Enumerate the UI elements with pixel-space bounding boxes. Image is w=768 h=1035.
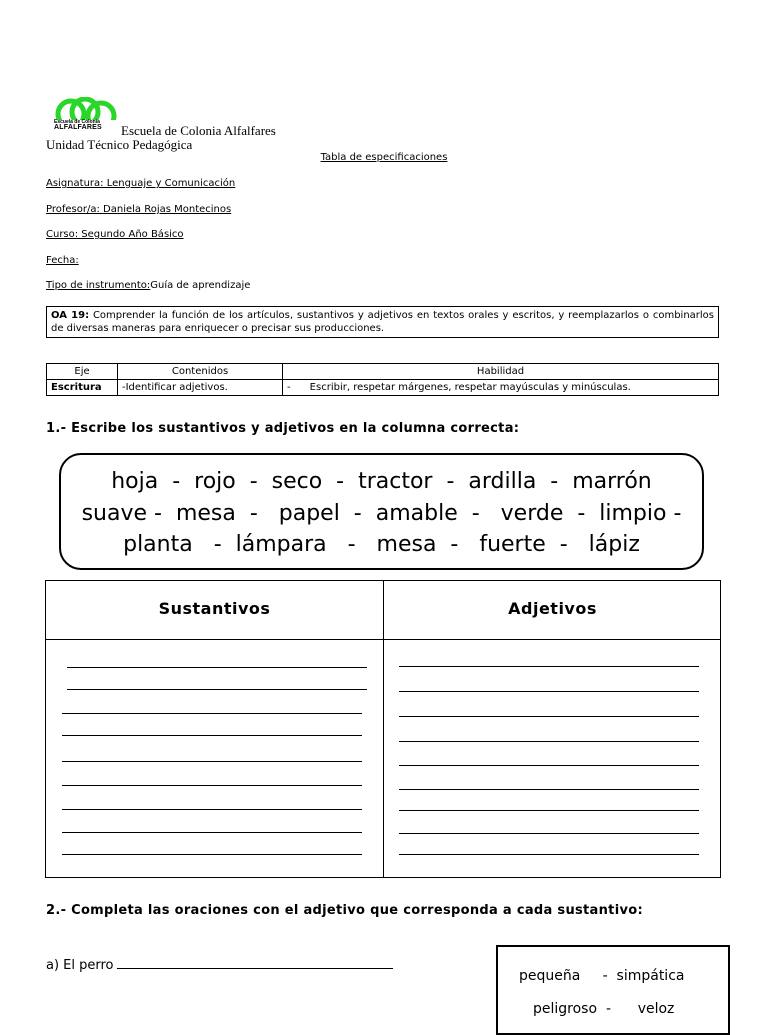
- school-name: Escuela de Colonia Alfalfares: [121, 123, 276, 138]
- answer-line-adjetivo[interactable]: [399, 741, 699, 742]
- instrument-label: Tipo de instrumento:: [46, 280, 151, 291]
- answer-line-sustantivo[interactable]: [67, 667, 367, 668]
- answer-line-adjetivo[interactable]: [399, 691, 699, 692]
- word-bank-line: planta - lámpara - mesa - fuerte - lápiz: [123, 532, 640, 557]
- answer-line-sustantivo[interactable]: [62, 713, 362, 714]
- unit-name: Unidad Técnico Pedagógica: [46, 137, 193, 152]
- activity1-instruction: 1.- Escribe los sustantivos y adjetivos en la columna correcta:: [46, 421, 520, 436]
- school-logo: [52, 97, 122, 133]
- course-field: [46, 229, 184, 240]
- spec-table-row: [47, 380, 719, 396]
- answer-line-sustantivo[interactable]: [62, 832, 362, 833]
- col-header-adjetivos: Adjetivos: [508, 599, 597, 618]
- header-divider: [46, 639, 720, 640]
- col-header-eje: Eje: [47, 364, 118, 380]
- date-label: Fecha:: [46, 255, 79, 266]
- answer-line-adjetivo[interactable]: [399, 789, 699, 790]
- course-label: Curso: Segundo Año Básico: [46, 229, 184, 240]
- date-field: [46, 255, 79, 266]
- logo-text-bottom: ALFALFARES: [54, 124, 102, 131]
- column-divider: [383, 581, 384, 877]
- answer-line-adjetivo[interactable]: [399, 854, 699, 855]
- options-line: peligroso - veloz: [533, 1001, 675, 1017]
- cell-contenidos: -Identificar adjetivos.: [118, 380, 283, 396]
- logo-text-top: Escuela de Colonia: [54, 119, 100, 125]
- teacher-label: Profesor/a: Daniela Rojas Montecinos: [46, 204, 232, 215]
- word-bank-line: hoja - rojo - seco - tractor - ardilla - marrón: [111, 469, 652, 494]
- oa-text: Comprender la función de los artículos, sustantivos y adjetivos en textos orales y escritos, y reemplazarlos o combinarlos de diversas maneras para enriquecer o precisar sus producciones.: [51, 310, 714, 334]
- instrument-value: Guía de aprendizaje: [150, 280, 251, 291]
- oa-code: OA 19:: [51, 310, 90, 321]
- answer-line-sustantivo[interactable]: [67, 689, 367, 690]
- answer-line-adjetivo[interactable]: [399, 666, 699, 667]
- answer-line-sustantivo[interactable]: [62, 809, 362, 810]
- subject-label: Asignatura: Lenguaje y Comunicación: [46, 178, 236, 189]
- teacher-field: [46, 204, 231, 215]
- learning-objective-box: [46, 306, 719, 338]
- answer-line-adjetivo[interactable]: [399, 765, 699, 766]
- document-title: Tabla de especificaciones: [320, 152, 448, 163]
- subject-field: [46, 178, 235, 189]
- col-header-contenidos: Contenidos: [118, 364, 283, 380]
- activity2-instruction: 2.- Completa las oraciones con el adjetivo que corresponda a cada sustantivo:: [46, 903, 643, 918]
- options-line: pequeña - simpática: [519, 968, 685, 984]
- specification-table: [46, 363, 719, 396]
- adjective-options-box: [496, 945, 730, 1035]
- instrument-field: [46, 280, 250, 291]
- cell-habilidad: - Escribir, respetar márgenes, respetar mayúsculas y minúsculas.: [283, 380, 719, 396]
- spec-table-header-row: [47, 364, 719, 380]
- classification-table: [45, 580, 721, 878]
- answer-line-sustantivo[interactable]: [62, 735, 362, 736]
- sentence-a: [46, 956, 393, 973]
- answer-line-sustantivo[interactable]: [62, 854, 362, 855]
- col-header-sustantivos: Sustantivos: [158, 599, 271, 618]
- answer-line-adjetivo[interactable]: [399, 716, 699, 717]
- sentence-a-text: a) El perro: [46, 958, 114, 973]
- answer-line-adjetivo[interactable]: [399, 810, 699, 811]
- word-bank-line: suave - mesa - papel - amable - verde - limpio -: [81, 501, 682, 526]
- col-header-habilidad: Habilidad: [283, 364, 719, 380]
- answer-line-sustantivo[interactable]: [62, 761, 362, 762]
- cell-eje: Escritura: [47, 380, 118, 396]
- word-bank-box: [59, 453, 704, 570]
- answer-line-sustantivo[interactable]: [62, 785, 362, 786]
- answer-line-adjetivo[interactable]: [399, 833, 699, 834]
- sentence-a-blank[interactable]: [117, 956, 393, 969]
